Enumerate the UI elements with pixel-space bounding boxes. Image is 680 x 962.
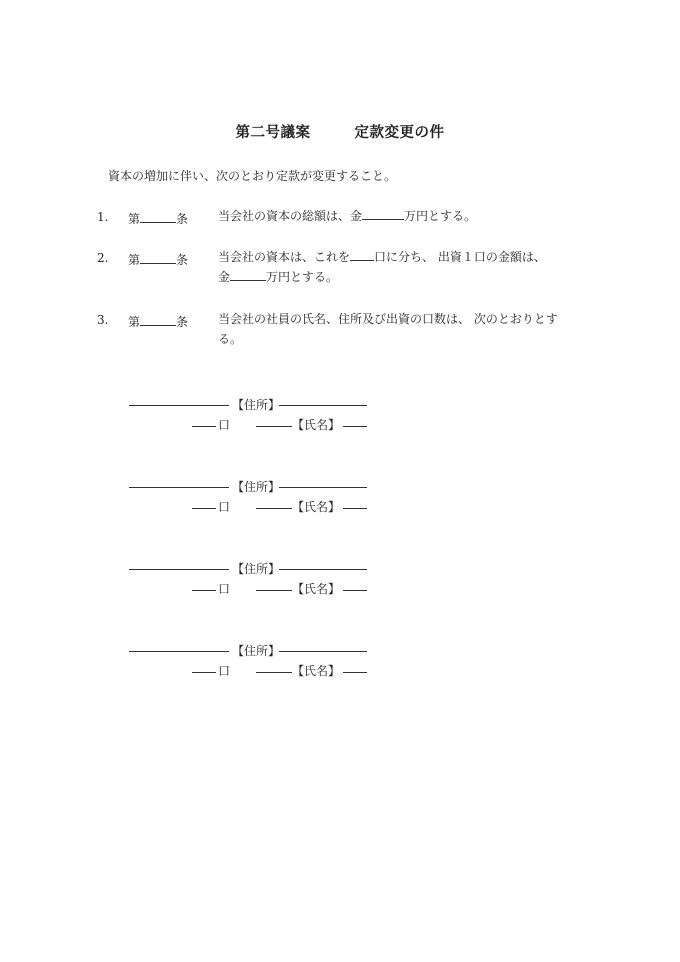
address-blank-right[interactable]: [279, 405, 367, 406]
article-prefix: 第: [128, 212, 141, 226]
address-blank-left[interactable]: [129, 651, 229, 652]
article-suffix: 条: [176, 212, 189, 226]
item-2-text: 当会社の資本は、これを 口に分ち、 出資１口の金額は、 金 万円とする。: [218, 250, 546, 284]
page-title: [0, 121, 680, 142]
address-label: 【住所】: [232, 562, 281, 576]
article-number-blank[interactable]: [140, 252, 176, 264]
item-1-article: [128, 210, 188, 227]
units-count-blank[interactable]: [350, 249, 374, 261]
article-number-blank[interactable]: [140, 314, 176, 326]
units-blank[interactable]: [192, 672, 216, 673]
address-label: 【住所】: [232, 644, 281, 658]
address-label: 【住所】: [232, 398, 281, 412]
name-label: 【氏名】: [292, 500, 341, 514]
name-label: 【氏名】: [292, 418, 341, 432]
address-blank-right[interactable]: [279, 651, 367, 652]
address-blank-left[interactable]: [129, 569, 229, 570]
name-blank-left[interactable]: [256, 590, 292, 591]
units-label: 口: [218, 582, 231, 596]
item-1-text: 当会社の資本の総額は、金 万円とする。: [218, 209, 477, 223]
name-blank-right[interactable]: [343, 426, 367, 427]
capital-amount-blank[interactable]: [362, 208, 404, 220]
item-2-article: 第 条: [128, 253, 189, 267]
address-label: 【住所】: [232, 480, 281, 494]
name-blank-left[interactable]: [256, 508, 292, 509]
name-label: 【氏名】: [292, 664, 341, 678]
name-blank-right[interactable]: [343, 672, 367, 673]
article-number-blank[interactable]: [140, 211, 176, 223]
name-blank-left[interactable]: [256, 426, 292, 427]
units-label: 口: [218, 664, 231, 678]
units-blank[interactable]: [192, 590, 216, 591]
item-3-number: 3.: [97, 313, 109, 327]
address-blank-left[interactable]: [129, 487, 229, 488]
name-label: 【氏名】: [292, 582, 341, 596]
item-2-number: 2.: [97, 251, 109, 265]
units-blank[interactable]: [192, 508, 216, 509]
name-blank-right[interactable]: [343, 508, 367, 509]
item-3-article: 第 条: [128, 315, 189, 329]
item-1-number: 1.: [97, 210, 109, 224]
units-label: 口: [218, 418, 231, 432]
item-3-text: 当会社の社員の氏名、住所及び出資の口数は、 次のとおりとす る。: [218, 312, 558, 346]
unit-amount-blank[interactable]: [230, 269, 266, 281]
title-agenda-number: 第二号議案: [235, 124, 311, 141]
name-blank-left[interactable]: [256, 672, 292, 673]
units-label: 口: [218, 500, 231, 514]
units-blank[interactable]: [192, 426, 216, 427]
address-blank-right[interactable]: [279, 487, 367, 488]
address-blank-left[interactable]: [129, 405, 229, 406]
title-agenda-subject: 定款変更の件: [354, 124, 445, 141]
name-blank-right[interactable]: [343, 590, 367, 591]
intro-text: 資本の増加に伴い、次のとおり定款が変更すること。: [108, 169, 397, 183]
address-blank-right[interactable]: [279, 569, 367, 570]
